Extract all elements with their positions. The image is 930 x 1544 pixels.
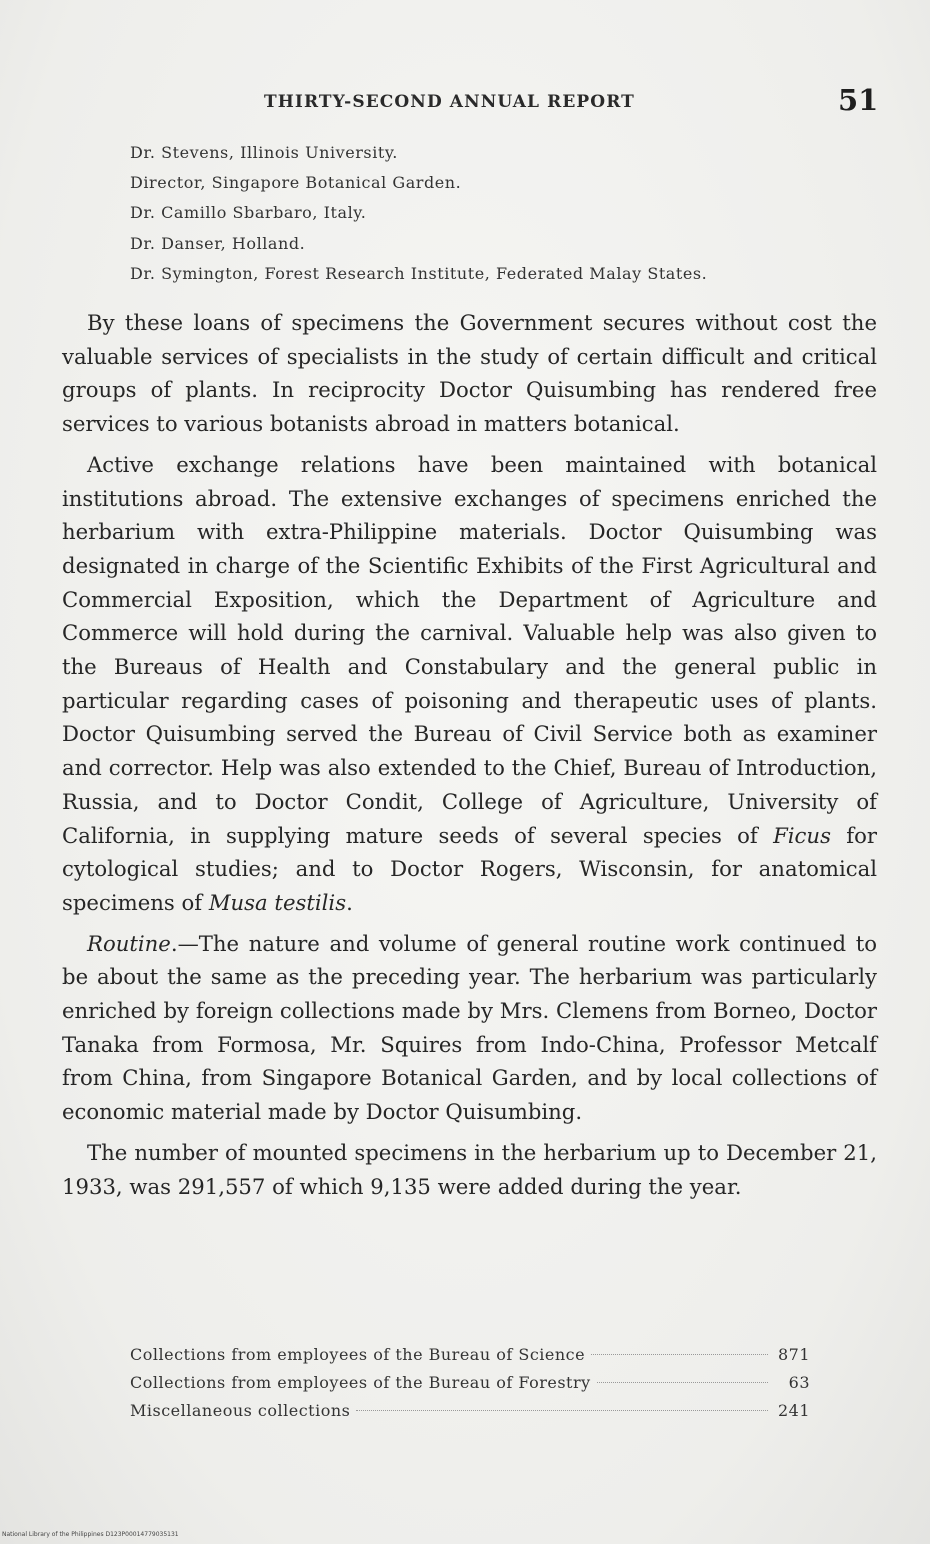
collection-label: Collections from employees of the Bureau of Science [130,1345,586,1364]
page-number: 51 [838,83,879,117]
section-heading-routine: Routine [87,930,171,956]
collection-count: 871 [777,1345,810,1364]
species-name-musa: Musa testilis [208,889,347,915]
collection-label: Miscellaneous collections [130,1401,351,1420]
table-row [130,1369,810,1397]
collection-count: 63 [788,1373,810,1392]
paragraph-text: . [346,889,353,915]
specialist-list-item: Dr. Stevens, Illinois University. [130,143,398,162]
dot-leader [356,1410,768,1411]
specialist-list-item: Dr. Danser, Holland. [130,233,306,253]
collections-table [130,1341,810,1425]
body-text [62,306,877,1203]
specialist-list-item: Dr. Camillo Sbarbaro, Italy. [130,203,367,223]
specialist-list-item: Dr. Symington, Forest Research Institute, Federated Malay States. [130,263,708,283]
specialist-list [130,138,890,289]
table-row [130,1341,810,1369]
dot-leader [597,1382,768,1383]
paragraph-text: Active exchange relations have been maintained with botanical institutions abroad. The extensive exchanges of specimens enriched the herbarium with extra-Philippine materials. Doctor Quisumbing was designated in charge of the Scientific Exhibits of the First Agricultural and Commercial Exposition, which the Department of Agriculture and Commerce will hold during the carnival. Valuable help was also given to the Bureaus of Health and Constabulary and the general public in particular regarding cases of poisoning and therapeutic uses of plants. Doctor Quisumbing served the Bureau of Civil Service both as examiner and corrector. Help was also extended to the Chief, Bureau of Introduction, Russia, and to Doctor Condit, College of Agriculture, University of California, in supplying mature seeds of several species of [62,451,877,848]
running-head: THIRTY-SECOND ANNUAL REPORT [264,92,635,112]
table-row [130,1397,810,1425]
specialist-list-item: Director, Singapore Botanical Garden. [130,173,462,193]
paragraph-text: .—The nature and volume of general routine work continued to be about the same as the preceding year. The herbarium was particularly enriched by foreign collections made by Mrs. Clemens from Borneo, Doctor Tanaka from Formosa, Mr. Squires from Indo-China, Professor Metcalf from China, from Singapore Botanical Garden, and by local collections of economic material made by Doctor Quisumbing. [62,930,877,1125]
scan-credit: National Library of the Philippines D123P00014779035131 [2,1531,179,1538]
dot-leader [591,1354,768,1355]
collection-count: 241 [777,1401,810,1420]
paragraph-exchange-relations [62,448,877,920]
paragraph-specimen-count: The number of mounted specimens in the herbarium up to December 21, 1933, was 291,557 of which 9,135 were added during the year. [62,1139,877,1199]
paragraph-routine [62,927,877,1129]
collection-label: Collections from employees of the Bureau of Forestry [130,1373,591,1392]
paragraph-loans: By these loans of specimens the Government secures without cost the valuable services of specialists in the study of certain difficult and critical groups of plants. In reciprocity Doctor Quisumbing has rendered free services to various botanists abroad in matters botanical. [62,310,877,437]
paragraph-text: for cytological studies; and to Doctor Rogers, Wisconsin, for anatomical specimens of [62,822,877,915]
species-name-ficus: Ficus [773,822,831,848]
